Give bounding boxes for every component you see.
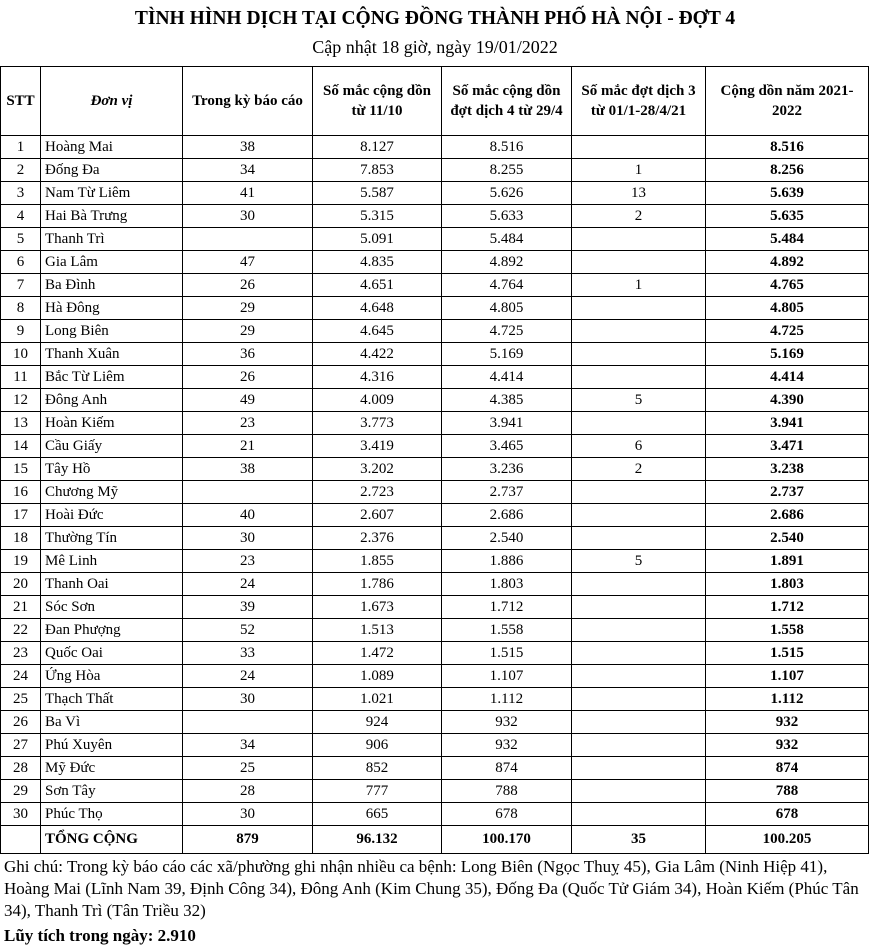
cell-wave3: 5 [572, 550, 706, 573]
cell-since-1110: 1.021 [313, 688, 442, 711]
cell-stt: 18 [1, 527, 41, 550]
cell-wave3 [572, 504, 706, 527]
table-row [1, 803, 869, 826]
cell-stt: 30 [1, 803, 41, 826]
cell-wave3 [572, 366, 706, 389]
cell-cumulative: 1.107 [706, 665, 869, 688]
cell-period: 47 [183, 251, 313, 274]
table-body [1, 136, 869, 826]
cell-wave4: 2.686 [442, 504, 572, 527]
cell-stt: 2 [1, 159, 41, 182]
cell-unit: Hà Đông [41, 297, 183, 320]
table-row [1, 665, 869, 688]
cell-cumulative: 4.725 [706, 320, 869, 343]
cell-unit: Đông Anh [41, 389, 183, 412]
cell-unit: Sơn Tây [41, 780, 183, 803]
cell-cumulative: 5.484 [706, 228, 869, 251]
cell-unit: Ứng Hòa [41, 665, 183, 688]
cell-period: 30 [183, 527, 313, 550]
cell-wave4: 2.540 [442, 527, 572, 550]
cell-stt: 9 [1, 320, 41, 343]
table-row [1, 504, 869, 527]
cell-unit: Hoàng Mai [41, 136, 183, 159]
cell-stt: 17 [1, 504, 41, 527]
table-row [1, 734, 869, 757]
cell-since-1110: 4.422 [313, 343, 442, 366]
table-row [1, 780, 869, 803]
cell-period: 24 [183, 665, 313, 688]
cell-stt: 10 [1, 343, 41, 366]
cell-cumulative: 2.737 [706, 481, 869, 504]
cell-since-1110: 5.091 [313, 228, 442, 251]
cell-wave3 [572, 343, 706, 366]
table-row [1, 596, 869, 619]
cell-since-1110: 1.786 [313, 573, 442, 596]
cell-stt: 20 [1, 573, 41, 596]
cell-cumulative: 1.112 [706, 688, 869, 711]
cell-wave4: 5.626 [442, 182, 572, 205]
table-row [1, 688, 869, 711]
cell-wave3 [572, 573, 706, 596]
cell-cumulative: 4.805 [706, 297, 869, 320]
total-wave3: 35 [572, 826, 706, 854]
cell-wave4: 1.886 [442, 550, 572, 573]
total-period: 879 [183, 826, 313, 854]
cell-wave4: 1.558 [442, 619, 572, 642]
cell-wave3 [572, 688, 706, 711]
cell-cumulative: 5.639 [706, 182, 869, 205]
cell-stt: 23 [1, 642, 41, 665]
cell-unit: Thanh Oai [41, 573, 183, 596]
col-header-wave4: Số mắc cộng dồn đợt dịch 4 từ 29/4 [442, 67, 572, 136]
table-row [1, 274, 869, 297]
cell-since-1110: 1.855 [313, 550, 442, 573]
cell-period: 49 [183, 389, 313, 412]
cell-wave3: 6 [572, 435, 706, 458]
cell-unit: Thường Tín [41, 527, 183, 550]
cell-stt: 4 [1, 205, 41, 228]
cell-wave3 [572, 642, 706, 665]
cell-since-1110: 1.673 [313, 596, 442, 619]
table-row [1, 481, 869, 504]
cell-cumulative: 2.540 [706, 527, 869, 550]
cell-since-1110: 777 [313, 780, 442, 803]
cell-since-1110: 2.376 [313, 527, 442, 550]
cell-wave3 [572, 320, 706, 343]
cell-since-1110: 1.513 [313, 619, 442, 642]
cell-wave3 [572, 803, 706, 826]
cell-since-1110: 3.202 [313, 458, 442, 481]
cell-cumulative: 4.892 [706, 251, 869, 274]
cell-wave4: 4.385 [442, 389, 572, 412]
cell-cumulative: 3.941 [706, 412, 869, 435]
cell-unit: Cầu Giấy [41, 435, 183, 458]
cell-stt: 12 [1, 389, 41, 412]
cell-wave4: 3.941 [442, 412, 572, 435]
cell-wave4: 5.633 [442, 205, 572, 228]
page-subtitle: Cập nhật 18 giờ, ngày 19/01/2022 [312, 37, 558, 57]
cell-unit: Mê Linh [41, 550, 183, 573]
table-row [1, 619, 869, 642]
cell-period: 33 [183, 642, 313, 665]
cell-wave4: 4.764 [442, 274, 572, 297]
cell-since-1110: 4.316 [313, 366, 442, 389]
cell-stt: 28 [1, 757, 41, 780]
cell-cumulative: 5.635 [706, 205, 869, 228]
col-header-cumulative: Cộng dồn năm 2021-2022 [706, 67, 869, 136]
cell-period [183, 228, 313, 251]
cell-since-1110: 924 [313, 711, 442, 734]
cell-cumulative: 2.686 [706, 504, 869, 527]
cell-wave4: 678 [442, 803, 572, 826]
cell-wave3 [572, 297, 706, 320]
cell-cumulative: 3.471 [706, 435, 869, 458]
cell-stt: 29 [1, 780, 41, 803]
col-header-period: Trong kỳ báo cáo [183, 67, 313, 136]
cell-period: 21 [183, 435, 313, 458]
cell-cumulative: 4.414 [706, 366, 869, 389]
cell-stt: 25 [1, 688, 41, 711]
table-row [1, 159, 869, 182]
cell-wave4: 788 [442, 780, 572, 803]
total-stt [1, 826, 41, 854]
cell-stt: 3 [1, 182, 41, 205]
table-row [1, 458, 869, 481]
table-row [1, 550, 869, 573]
cell-wave3 [572, 665, 706, 688]
cell-cumulative: 788 [706, 780, 869, 803]
cell-wave3 [572, 711, 706, 734]
cell-period: 38 [183, 136, 313, 159]
cell-unit: Nam Từ Liêm [41, 182, 183, 205]
cell-period: 26 [183, 366, 313, 389]
cell-since-1110: 665 [313, 803, 442, 826]
cell-period: 39 [183, 596, 313, 619]
cell-cumulative: 874 [706, 757, 869, 780]
cell-since-1110: 2.607 [313, 504, 442, 527]
cell-since-1110: 1.089 [313, 665, 442, 688]
cell-period: 41 [183, 182, 313, 205]
cell-wave4: 3.236 [442, 458, 572, 481]
cell-stt: 14 [1, 435, 41, 458]
table-row [1, 136, 869, 159]
cell-wave4: 1.107 [442, 665, 572, 688]
cell-wave3 [572, 136, 706, 159]
cell-since-1110: 906 [313, 734, 442, 757]
table-row [1, 251, 869, 274]
cell-since-1110: 1.472 [313, 642, 442, 665]
cell-wave4: 5.169 [442, 343, 572, 366]
cell-wave4: 932 [442, 734, 572, 757]
cell-cumulative: 1.558 [706, 619, 869, 642]
cell-period: 34 [183, 159, 313, 182]
cell-unit: Hai Bà Trưng [41, 205, 183, 228]
cell-unit: Phú Xuyên [41, 734, 183, 757]
cell-stt: 6 [1, 251, 41, 274]
total-label: TỔNG CỘNG [41, 826, 183, 854]
cell-unit: Đan Phượng [41, 619, 183, 642]
table-row [1, 527, 869, 550]
cell-stt: 22 [1, 619, 41, 642]
cell-stt: 21 [1, 596, 41, 619]
cell-unit: Thanh Xuân [41, 343, 183, 366]
cell-wave3 [572, 412, 706, 435]
cell-period: 30 [183, 688, 313, 711]
cell-period: 52 [183, 619, 313, 642]
cell-unit: Hoài Đức [41, 504, 183, 527]
page-title: TÌNH HÌNH DỊCH TẠI CỘNG ĐỒNG THÀNH PHỐ HÀ NỘI - ĐỢT 4 [134, 8, 736, 29]
cell-cumulative: 932 [706, 711, 869, 734]
cell-since-1110: 5.315 [313, 205, 442, 228]
cell-cumulative: 3.238 [706, 458, 869, 481]
cell-unit: Sóc Sơn [41, 596, 183, 619]
cell-wave4: 3.465 [442, 435, 572, 458]
cell-since-1110: 852 [313, 757, 442, 780]
total-cumulative: 100.205 [706, 826, 869, 854]
cell-wave4: 1.515 [442, 642, 572, 665]
cell-period [183, 711, 313, 734]
cell-wave4: 874 [442, 757, 572, 780]
table-row [1, 320, 869, 343]
cell-period: 30 [183, 803, 313, 826]
table-header-row [1, 67, 869, 136]
cell-since-1110: 8.127 [313, 136, 442, 159]
table-row [1, 711, 869, 734]
cell-wave4: 1.803 [442, 573, 572, 596]
cell-cumulative: 1.515 [706, 642, 869, 665]
cell-period: 38 [183, 458, 313, 481]
cell-cumulative: 932 [706, 734, 869, 757]
cell-since-1110: 7.853 [313, 159, 442, 182]
cell-cumulative: 1.891 [706, 550, 869, 573]
cell-wave3: 1 [572, 274, 706, 297]
col-header-unit: Đơn vị [41, 67, 183, 136]
cell-since-1110: 4.648 [313, 297, 442, 320]
cell-stt: 16 [1, 481, 41, 504]
cell-stt: 8 [1, 297, 41, 320]
cell-since-1110: 4.651 [313, 274, 442, 297]
cell-cumulative: 8.256 [706, 159, 869, 182]
table-row [1, 412, 869, 435]
cell-period: 30 [183, 205, 313, 228]
cell-wave4: 932 [442, 711, 572, 734]
cell-wave4: 2.737 [442, 481, 572, 504]
cell-unit: Thanh Trì [41, 228, 183, 251]
cell-period: 25 [183, 757, 313, 780]
table-row [1, 642, 869, 665]
cell-wave3: 2 [572, 205, 706, 228]
cell-wave3 [572, 734, 706, 757]
cell-wave4: 1.712 [442, 596, 572, 619]
cell-period: 29 [183, 320, 313, 343]
cell-cumulative: 4.390 [706, 389, 869, 412]
cell-period: 23 [183, 550, 313, 573]
cell-since-1110: 5.587 [313, 182, 442, 205]
cell-wave3 [572, 619, 706, 642]
cell-unit: Gia Lâm [41, 251, 183, 274]
cell-stt: 13 [1, 412, 41, 435]
cell-wave3 [572, 780, 706, 803]
cell-since-1110: 3.419 [313, 435, 442, 458]
cell-stt: 19 [1, 550, 41, 573]
cell-stt: 24 [1, 665, 41, 688]
cell-cumulative: 4.765 [706, 274, 869, 297]
cell-stt: 27 [1, 734, 41, 757]
cell-cumulative: 5.169 [706, 343, 869, 366]
cell-period [183, 481, 313, 504]
cell-unit: Quốc Oai [41, 642, 183, 665]
cell-period: 23 [183, 412, 313, 435]
cell-cumulative: 678 [706, 803, 869, 826]
cell-wave4: 5.484 [442, 228, 572, 251]
cell-unit: Long Biên [41, 320, 183, 343]
covid-cases-table [0, 66, 869, 854]
cumulative-today: Lũy tích trong ngày: 2.910 [4, 926, 196, 945]
cell-wave3: 5 [572, 389, 706, 412]
cell-unit: Ba Đình [41, 274, 183, 297]
table-row [1, 182, 869, 205]
cell-period: 24 [183, 573, 313, 596]
table-row [1, 389, 869, 412]
cell-unit: Bắc Từ Liêm [41, 366, 183, 389]
cell-since-1110: 3.773 [313, 412, 442, 435]
cell-period: 29 [183, 297, 313, 320]
cell-stt: 1 [1, 136, 41, 159]
cell-wave3: 13 [572, 182, 706, 205]
table-row [1, 297, 869, 320]
cell-wave4: 4.892 [442, 251, 572, 274]
cell-wave3 [572, 596, 706, 619]
total-since-1110: 96.132 [313, 826, 442, 854]
cell-period: 26 [183, 274, 313, 297]
cell-wave4: 4.414 [442, 366, 572, 389]
cell-cumulative: 1.803 [706, 573, 869, 596]
cell-unit: Phúc Thọ [41, 803, 183, 826]
col-header-stt: STT [1, 67, 41, 136]
table-row [1, 366, 869, 389]
cell-wave3 [572, 481, 706, 504]
total-wave4: 100.170 [442, 826, 572, 854]
cell-stt: 26 [1, 711, 41, 734]
cell-unit: Tây Hồ [41, 458, 183, 481]
cell-stt: 5 [1, 228, 41, 251]
cell-stt: 15 [1, 458, 41, 481]
cell-wave4: 8.516 [442, 136, 572, 159]
table-row [1, 228, 869, 251]
cell-stt: 11 [1, 366, 41, 389]
cell-period: 34 [183, 734, 313, 757]
cell-wave3 [572, 527, 706, 550]
cell-unit: Mỹ Đức [41, 757, 183, 780]
cell-unit: Hoàn Kiếm [41, 412, 183, 435]
col-header-since-1110: Số mắc cộng dồn từ 11/10 [313, 67, 442, 136]
cell-period: 36 [183, 343, 313, 366]
cell-wave3 [572, 251, 706, 274]
cell-wave4: 1.112 [442, 688, 572, 711]
cell-wave4: 8.255 [442, 159, 572, 182]
cell-since-1110: 2.723 [313, 481, 442, 504]
table-row [1, 757, 869, 780]
table-total-row [1, 826, 869, 854]
footnote: Ghi chú: Trong kỳ báo cáo các xã/phường ghi nhận nhiều ca bệnh: Long Biên (Ngọc Thuỵ 45), Gia Lâm (Ninh Hiệp 41), Hoàng Mai (Lĩnh Nam 39, Định Công 34), Đông Anh (Kim Chung 35), Đống Đa (Quốc Tử Giám 34), Hoàn Kiếm (Phúc Tân 34), Thanh Trì (Tân Triều 32) [4, 857, 859, 920]
cell-wave3 [572, 228, 706, 251]
table-row [1, 573, 869, 596]
cell-cumulative: 8.516 [706, 136, 869, 159]
table-row [1, 205, 869, 228]
col-header-wave3: Số mắc đợt dịch 3 từ 01/1-28/4/21 [572, 67, 706, 136]
cell-wave3 [572, 757, 706, 780]
cell-unit: Chương Mỹ [41, 481, 183, 504]
cell-since-1110: 4.645 [313, 320, 442, 343]
cell-unit: Thạch Thất [41, 688, 183, 711]
table-row [1, 343, 869, 366]
cell-unit: Ba Vì [41, 711, 183, 734]
cell-wave4: 4.805 [442, 297, 572, 320]
cell-cumulative: 1.712 [706, 596, 869, 619]
cell-unit: Đống Đa [41, 159, 183, 182]
cell-wave4: 4.725 [442, 320, 572, 343]
cell-since-1110: 4.009 [313, 389, 442, 412]
cell-wave3: 1 [572, 159, 706, 182]
cell-period: 28 [183, 780, 313, 803]
table-row [1, 435, 869, 458]
cell-stt: 7 [1, 274, 41, 297]
cell-since-1110: 4.835 [313, 251, 442, 274]
cell-period: 40 [183, 504, 313, 527]
cell-wave3: 2 [572, 458, 706, 481]
